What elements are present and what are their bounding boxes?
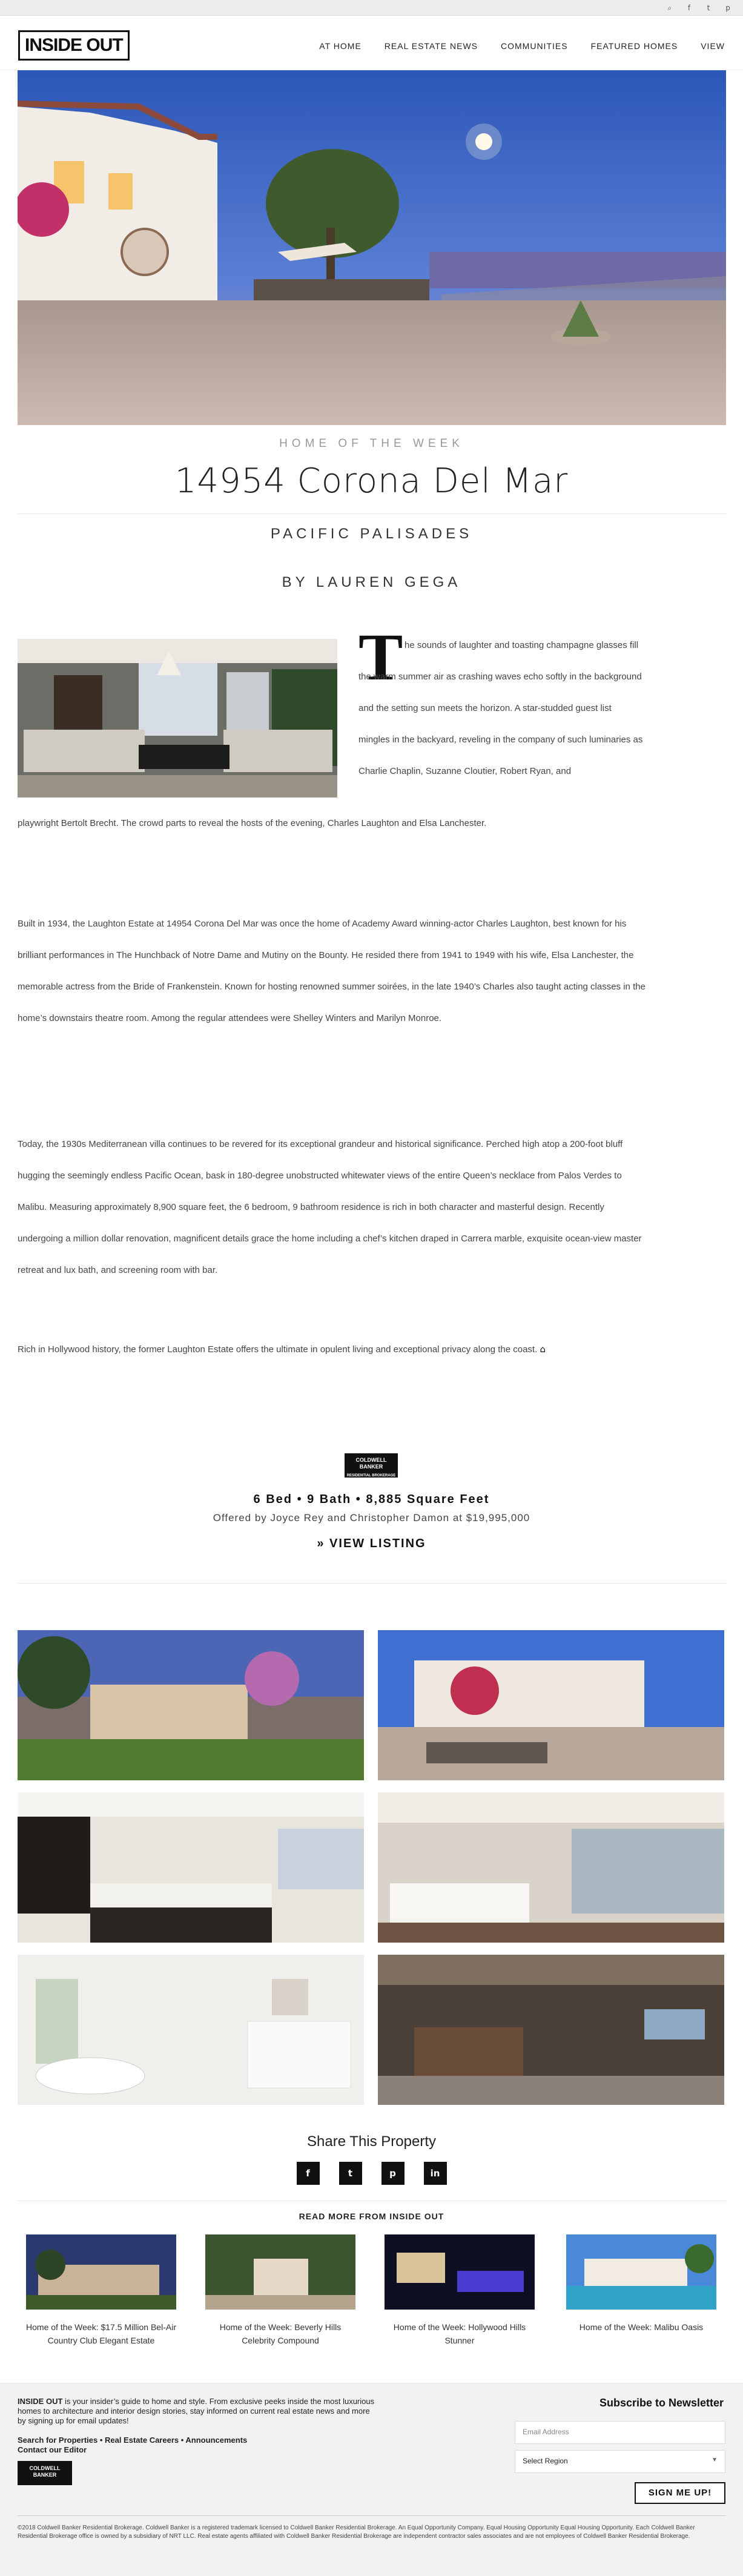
home-icon: ⌂ bbox=[540, 1344, 546, 1355]
description-paragraph: Today, the 1930s Mediterranean villa continues to be revered for its exceptional grandeur and historical significance. Perched high atop a 200-foot bluff hugging the seemingly endless Pacific Ocean, bask in 180-degree unobstructed whitewater views of the entire Queen’s necklace from Palos Verdes to Malibu. Measuring approximately 8,900 square feet, the 6 bedroom, 9 bathroom residence is rich in both character and masterful design. Recently undergoing a million dollar renovation, magnificent details grace the home including a chef’s kitchen draped in Carrera marble, exquisite ocean-view master retreat and lux bath, and screening room with bar. bbox=[18, 1139, 642, 1275]
read-more-card[interactable] bbox=[385, 2234, 535, 2347]
facebook-icon[interactable]: f bbox=[687, 4, 691, 12]
nav-item-view[interactable]: VIEW bbox=[701, 41, 725, 51]
coldwell-banker-logo bbox=[345, 1453, 398, 1478]
article-location: PACIFIC PALISADES bbox=[270, 526, 473, 542]
article-kicker: HOME OF THE WEEK bbox=[279, 437, 464, 450]
footer-legal: ©2018 Coldwell Banker Residential Brokerage. Coldwell Banker is a registered trademark licensed to Coldwell Banker Residential Brokerage. An Equal Opportunity Company. Equal Housing Opportunity Equal Housing Opportunity. Each Coldwell Banker Residential Brokerage office is owned by a subsidiary of NRT LLC. Real estate agents affiliated with Coldwell Banker Residential Brokerage are independent contractor sales associates and are not employees of Coldwell Banker Residential Brokerage. bbox=[18, 2525, 695, 2540]
utility-bar bbox=[0, 0, 743, 16]
brand-subtitle: RESIDENTIAL BROKERAGE bbox=[346, 1474, 396, 1478]
share-facebook-button[interactable]: f bbox=[297, 2162, 320, 2185]
twitter-icon[interactable]: t bbox=[707, 4, 710, 12]
gallery-image-exterior-evening[interactable] bbox=[18, 1630, 364, 1780]
brand-name: COLDWELL BANKER bbox=[355, 1457, 387, 1470]
footer-brand-name: COLDWELL BANKER bbox=[29, 2465, 61, 2478]
gallery-image-bedroom[interactable] bbox=[378, 1792, 724, 1943]
footer-divider bbox=[18, 2515, 726, 2516]
email-field[interactable]: Email Address bbox=[515, 2421, 725, 2444]
closing-text: Rich in Hollywood history, the former Laughton Estate offers the ultimate in opulent living and exceptional privacy along the coast. bbox=[18, 1344, 538, 1355]
footer-coldwell-banker-logo bbox=[18, 2461, 72, 2485]
read-more-thumbnail[interactable] bbox=[26, 2234, 176, 2310]
read-more-title[interactable]: Home of the Week: Hollywood Hills Stunner bbox=[393, 2322, 526, 2345]
read-more-title[interactable]: Home of the Week: Malibu Oasis bbox=[579, 2322, 704, 2332]
nav-item-featured-homes[interactable]: FEATURED HOMES bbox=[590, 41, 678, 51]
gallery-image-bathroom[interactable] bbox=[18, 1955, 364, 2105]
gallery-image-theatre-room[interactable] bbox=[378, 1955, 724, 2105]
read-more-thumbnail[interactable] bbox=[385, 2234, 535, 2310]
footer-nav-links[interactable]: Search for Properties • Real Estate Careers • Announcements bbox=[18, 2436, 248, 2445]
nav-item-real-estate-news[interactable]: REAL ESTATE NEWS bbox=[384, 41, 478, 51]
footer-about bbox=[18, 2397, 375, 2426]
region-select[interactable] bbox=[515, 2450, 725, 2473]
site-logo[interactable]: INSIDE OUT bbox=[18, 30, 130, 61]
footer-about-brand: INSIDE OUT bbox=[18, 2397, 63, 2406]
read-more-title[interactable]: Home of the Week: $17.5 Million Bel-Air Country Club Elegant Estate bbox=[26, 2322, 176, 2345]
share-buttons bbox=[0, 2162, 743, 2185]
pinterest-icon[interactable]: p bbox=[725, 4, 730, 12]
read-more-card[interactable] bbox=[205, 2234, 355, 2347]
footer-links bbox=[18, 2436, 247, 2455]
share-title: Share This Property bbox=[307, 2133, 436, 2150]
share-pinterest-button[interactable]: p bbox=[381, 2162, 405, 2185]
gallery-image-kitchen[interactable] bbox=[18, 1792, 364, 1943]
share-twitter-button[interactable]: t bbox=[339, 2162, 362, 2185]
chevron-down-icon: ▼ bbox=[712, 2457, 718, 2463]
view-listing-link[interactable]: » VIEW LISTING bbox=[317, 1537, 426, 1550]
living-room-image bbox=[18, 639, 337, 798]
closing-paragraph bbox=[18, 1333, 647, 1366]
site-header bbox=[0, 16, 743, 70]
listing-divider bbox=[18, 1583, 726, 1584]
newsletter-title: Subscribe to Newsletter bbox=[599, 2397, 724, 2409]
read-more-card[interactable] bbox=[566, 2234, 716, 2334]
listing-specs: 6 Bed • 9 Bath • 8,885 Square Feet bbox=[253, 1493, 490, 1506]
intro-paragraph-continued: playwright Bertolt Brecht. The crowd parts to reveal the hosts of the evening, Charles Laughton and Elsa Lanchester. bbox=[18, 818, 487, 828]
article-byline: BY LAUREN GEGA bbox=[282, 574, 461, 590]
main-nav bbox=[319, 41, 725, 51]
nav-item-communities[interactable]: COMMUNITIES bbox=[501, 41, 568, 51]
region-select-value: Select Region bbox=[523, 2457, 568, 2465]
read-more-thumbnail[interactable] bbox=[566, 2234, 716, 2310]
listing-offered-by: Offered by Joyce Rey and Christopher Damon at $19,995,000 bbox=[213, 1512, 530, 1524]
nav-item-at-home[interactable]: AT HOME bbox=[319, 41, 362, 51]
intro-paragraph: he sounds of laughter and toasting champagne glasses fill the warm summer air as crashing waves echo softly in the background and the setting sun meets the horizon. A star-studded guest list mingles in the backyard, reveling in the company of such luminaries as Charlie Chaplin, Suzanne Cloutier, Robert Ryan, and bbox=[358, 640, 643, 776]
site-footer bbox=[0, 2383, 743, 2576]
share-linkedin-button[interactable]: in bbox=[424, 2162, 447, 2185]
read-more-card[interactable] bbox=[26, 2234, 176, 2347]
read-more-thumbnail[interactable] bbox=[205, 2234, 355, 2310]
hero-image bbox=[18, 70, 726, 425]
search-icon[interactable]: ⌕ bbox=[667, 4, 672, 12]
history-paragraph: Built in 1934, the Laughton Estate at 14954 Corona Del Mar was once the home of Academy Award winning-actor Charles Laughton, best known for his brilliant performances in The Hunchback of Notre Dame and Mutiny on the Bounty. He resided there from 1941 to 1949 with his wife, Elsa Lanchester, the memorable actress from the Bride of Frankenstein. Known for hosting renowned summer soirées, in the late 1940’s Charles also taught acting classes in the home’s downstairs theatre room. Among the regular attendees were Shelley Winters and Marilyn Monroe. bbox=[18, 919, 646, 1023]
read-more-heading: READ MORE FROM INSIDE OUT bbox=[299, 2211, 444, 2221]
page-title: 14954 Corona Del Mar bbox=[174, 461, 569, 501]
sign-up-button[interactable]: SIGN ME UP! bbox=[635, 2482, 725, 2504]
footer-about-text: is your insider’s guide to home and style. From exclusive peeks inside the most luxurious homes to architecture and interior design stories, stay informed on current real estate news and more by signing up for email updates! bbox=[18, 2397, 375, 2425]
contact-editor-link[interactable]: Contact our Editor bbox=[18, 2445, 87, 2454]
drop-cap: T bbox=[358, 620, 403, 694]
read-more-title[interactable]: Home of the Week: Beverly Hills Celebrity Compound bbox=[219, 2322, 342, 2345]
gallery-image-patio[interactable] bbox=[378, 1630, 724, 1780]
